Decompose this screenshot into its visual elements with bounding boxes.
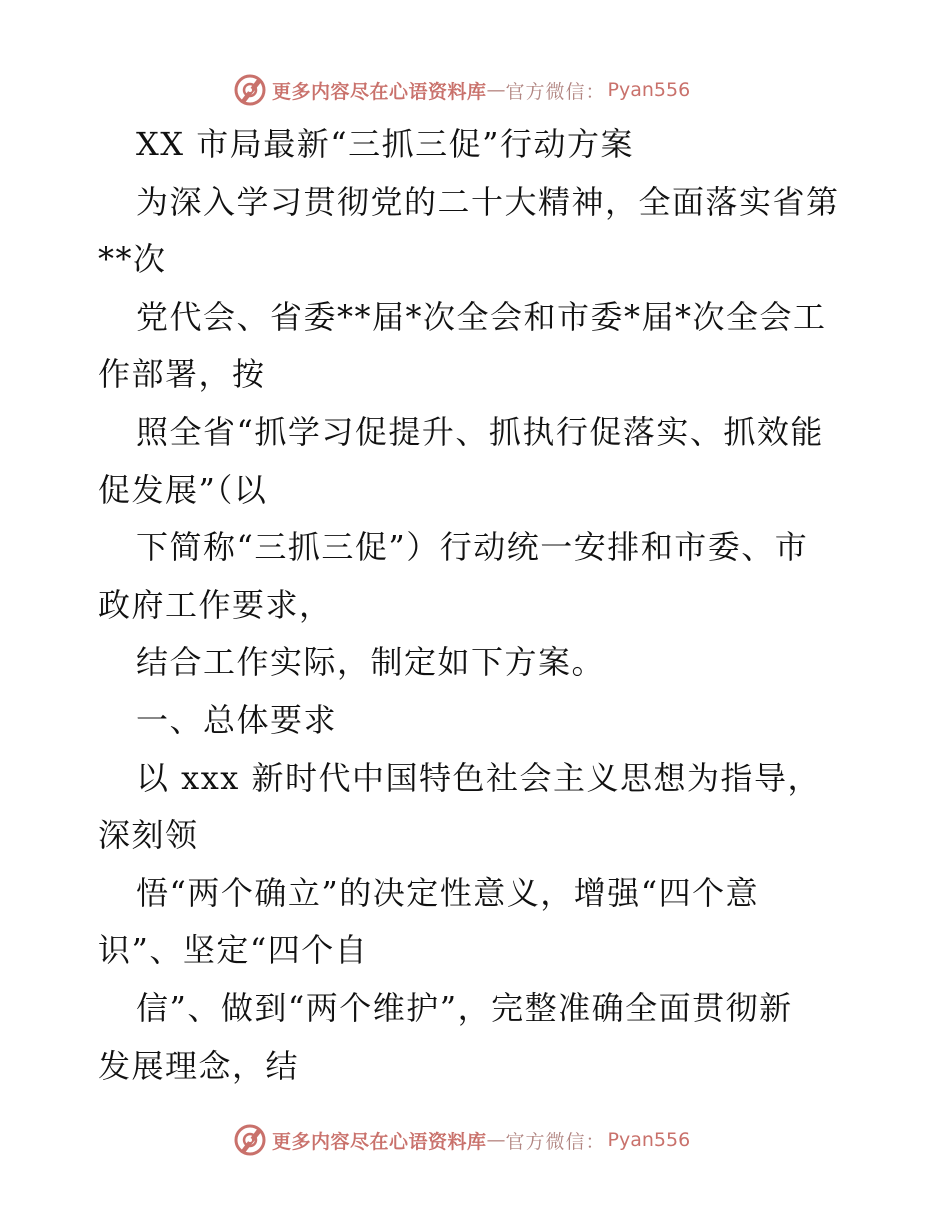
document-title: XX 市局最新“三抓三促”行动方案 <box>136 125 634 163</box>
banner-sub-text: 官方微信： <box>505 1130 606 1153</box>
text-line: 下简称“三抓三促”）行动统一安排和市委、市 <box>136 528 809 567</box>
text-line: 深刻领 <box>98 816 199 855</box>
section-heading: 一、总体要求 <box>136 700 338 739</box>
banner-sub-text: 官方微信： <box>505 80 606 103</box>
text-line: 作部署，按 <box>98 355 266 394</box>
brush-logo-icon <box>232 72 268 108</box>
banner-wechat-id: Pyan556 <box>607 79 691 101</box>
text-line: 发展理念，结 <box>98 1046 300 1085</box>
header-watermark-banner <box>232 70 690 110</box>
text-line: 识”、坚定“四个自 <box>98 931 369 970</box>
text-line: 信”、做到“两个维护”，完整准确全面贯彻新 <box>136 988 793 1027</box>
text-line: 政府工作要求， <box>98 585 333 624</box>
banner-wechat-id: Pyan556 <box>607 1129 691 1151</box>
banner-dash: — <box>486 1129 506 1151</box>
text-line: 结合工作实际，制定如下方案。 <box>136 643 606 682</box>
text-line: 照全省“抓学习促提升、抓执行促落实、抓效能 <box>136 412 824 451</box>
banner-main-text: 更多内容尽在心语资料库 <box>272 80 487 103</box>
footer-watermark-banner <box>232 1120 690 1160</box>
document-body <box>98 116 858 1095</box>
text-line: 促发展”（以 <box>98 470 268 509</box>
text-line: 悟“两个确立”的决定性意义，增强“四个意 <box>136 873 760 912</box>
text-line: 以 xxx 新时代中国特色社会主义思想为指导， <box>136 758 821 797</box>
brush-logo-icon <box>232 1122 268 1158</box>
text-line: **次 <box>98 240 167 279</box>
banner-dash: — <box>486 79 506 101</box>
banner-main-text: 更多内容尽在心语资料库 <box>272 1130 487 1153</box>
text-line: 党代会、省委**届*次全会和市委*届*次全会工 <box>136 297 827 336</box>
text-line: 为深入学习贯彻党的二十大精神，全面落实省第 <box>136 182 840 221</box>
